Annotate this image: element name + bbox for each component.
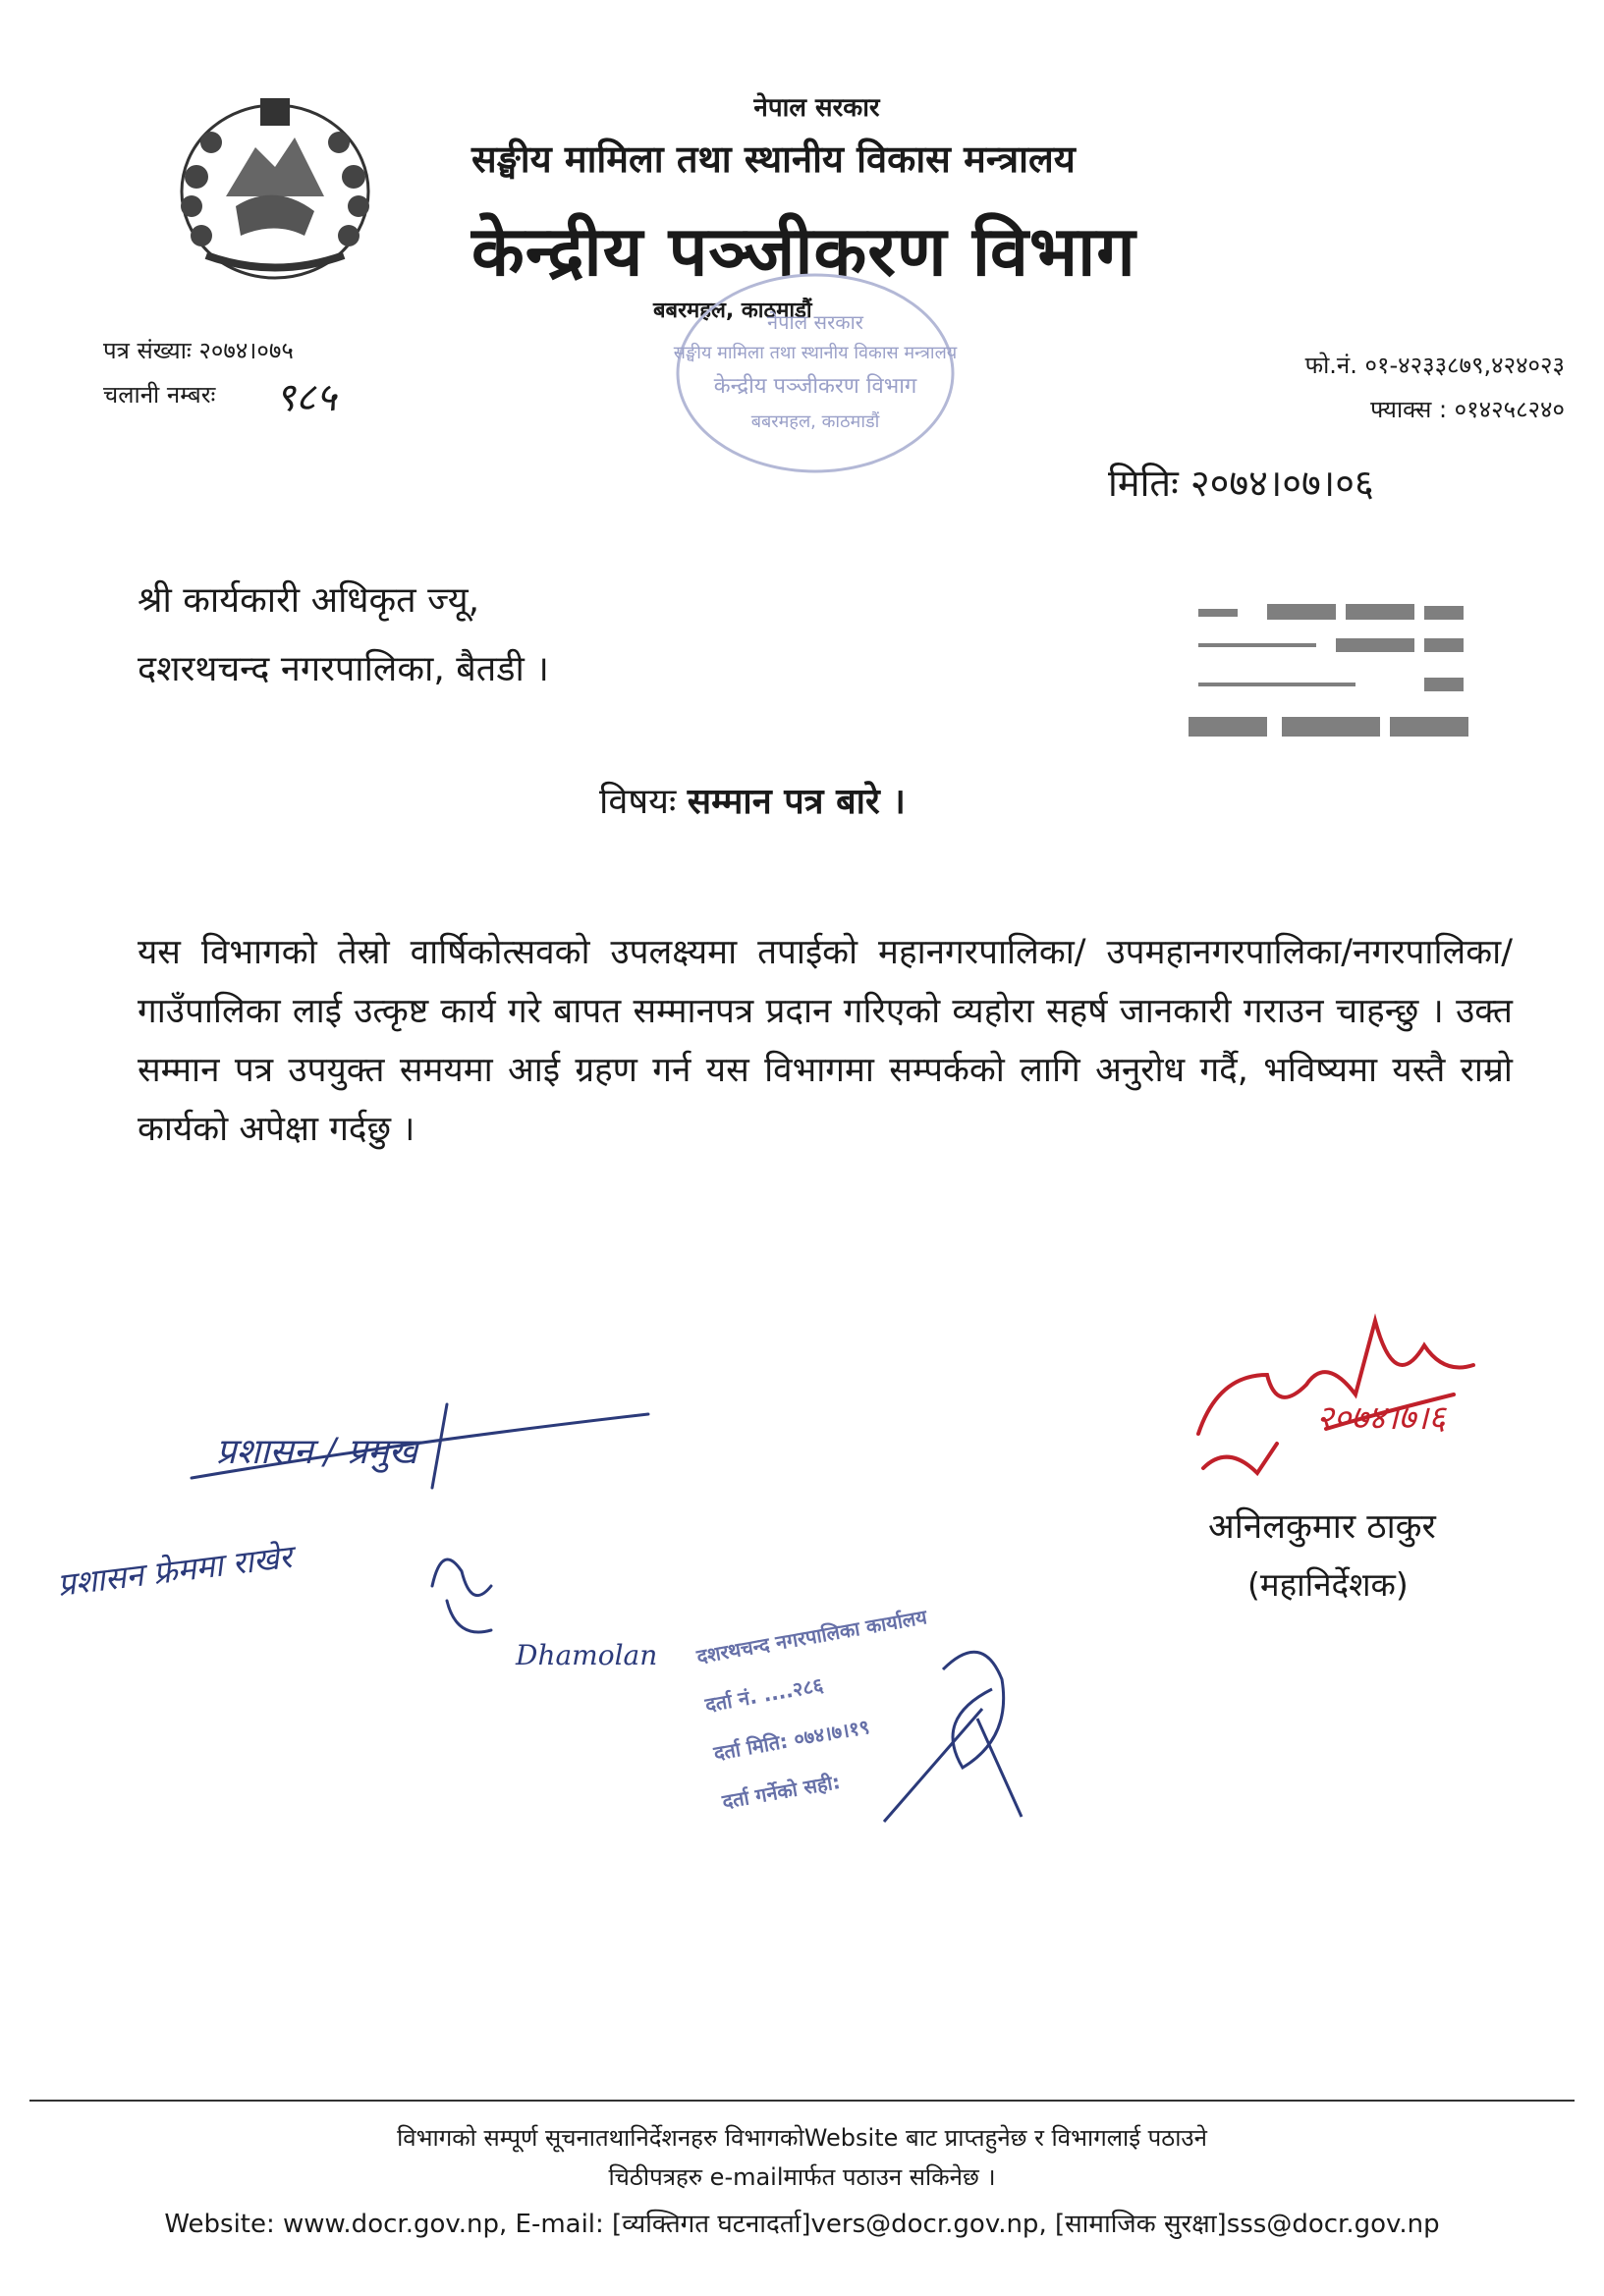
- registration-stamp-line-4: दर्ता गर्नेको सही:: [720, 1769, 843, 1814]
- subject-label: विषयः: [599, 782, 677, 822]
- department-address: बबरमहल, काठमाडौं: [653, 299, 812, 323]
- dispatch-number-handwritten: ९८५: [275, 375, 337, 420]
- department-name: केन्द्रीय पञ्जीकरण विभाग: [471, 211, 1136, 292]
- signatory-name: अनिलकुमार ठाकुर: [1208, 1507, 1436, 1547]
- addressee-line-2: दशरथचन्द नगरपालिका, बैतडी ।: [138, 649, 549, 689]
- phone-number: फो.नं. ०१-४२३३८७९,४२४०२३: [1304, 352, 1565, 379]
- dispatch-number-label: चलानी नम्बरः: [103, 381, 216, 409]
- footer-divider: [29, 2100, 1575, 2102]
- letter-date: मितिः २०७४।०७।०६: [1108, 462, 1374, 505]
- registration-stamp-line-1: दशरथचन्द नगरपालिका कार्यालय: [694, 1605, 929, 1668]
- footer-line-1: विभागको सम्पूर्ण सूचनातथानिर्देशनहरु विभागकोWebsite बाट प्राप्तहुनेछ र विभागलाई पठाउने: [397, 2124, 1207, 2152]
- registration-stamp-line-2: दर्ता नं. ....२८६: [703, 1672, 825, 1718]
- signature-date: २०७४।७।६: [1316, 1398, 1446, 1438]
- seal-line-2: सङ्घीय मामिला तथा स्थानीय विकास मन्त्रालय: [673, 343, 958, 363]
- subject-text: सम्मान पत्र बारे ।: [687, 782, 906, 822]
- addressee-line-1: श्री कार्यकारी अधिकृत ज्यू,: [138, 580, 480, 621]
- note-line-1: प्रशासन / प्रमुख: [216, 1432, 418, 1472]
- government-name: नेपाल सरकार: [753, 93, 880, 123]
- seal-line-3: केन्द्रीय पञ्जीकरण विभाग: [713, 374, 917, 399]
- letter-number: पत्र संख्याः २०७४।०७५: [103, 337, 294, 364]
- seal-line-1: नेपाल सरकार: [767, 310, 863, 334]
- seal-line-4: बबरमहल, काठमाडौं: [750, 411, 880, 432]
- footer-line-2: चिठीपत्रहरु e-mailमार्फत पठाउन सकिनेछ ।: [608, 2163, 996, 2191]
- signatory-title: (महानिर्देशक): [1247, 1565, 1409, 1604]
- fax-number: फ्याक्स : ०१४२५८२४०: [1370, 396, 1565, 423]
- note-initials: Dhamolan: [516, 1639, 658, 1671]
- registration-stamp: [688, 1571, 1100, 1827]
- ministry-name: सङ्घीय मामिला तथा स्थानीय विकास मन्त्रालय: [471, 137, 1076, 181]
- footer-contact: Website: www.docr.gov.np, E-mail: [व्यक्तिगत घटनादर्ता]vers@docr.gov.np, [सामाजिक सुरक्षा]sss@docr.gov.np: [164, 2210, 1440, 2239]
- note-line-2: प्रशासन फ्रेममा राखेर: [55, 1537, 295, 1604]
- letter-body: यस विभागको तेस्रो वार्षिकोत्सवको उपलक्ष्यमा तपाईको महानगरपालिका/ उपमहानगरपालिका/नगरपालिका/गाउँपालिका लाई उत्कृष्ट कार्य गरे बापत सम्मानपत्र प्रदान गरिएको व्यहोरा सहर्ष जानकारी गराउन चाहन्छु । उक्त सम्मान पत्र उपयुक्त समयमा आई ग्रहण गर्न यस विभागमा सम्पर्कको लागि अनुरोध गर्दै, भविष्यमा यस्तै राम्रो कार्यको अपेक्षा गर्दछु ।: [138, 933, 1513, 1149]
- registration-stamp-line-3: दर्ता मिति: ०७४।७।१९: [711, 1714, 871, 1766]
